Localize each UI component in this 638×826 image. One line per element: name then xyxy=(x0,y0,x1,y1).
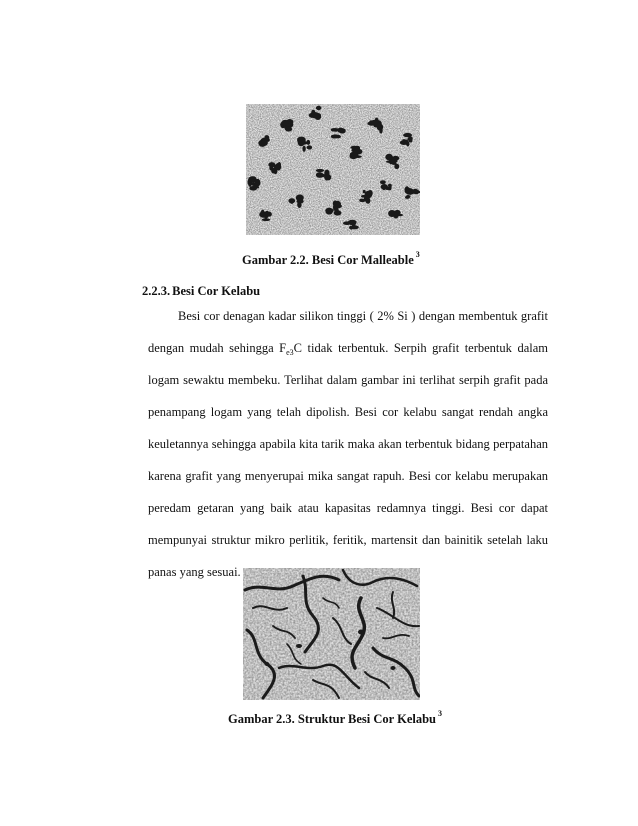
graphite-nodule xyxy=(335,206,339,212)
paragraph-line-3: logam sewaktu membeku. Terlihat dalam gambar ini terlihat serpih grafit pada xyxy=(148,373,548,387)
graphite-nodule xyxy=(366,198,371,204)
graphite-nodule xyxy=(368,190,373,196)
section-title: Besi Cor Kelabu xyxy=(172,284,261,298)
graphite-nodule xyxy=(285,127,292,132)
graphite-nodule xyxy=(337,128,344,133)
graphite-nodule xyxy=(268,162,275,167)
graphite-nodule xyxy=(248,182,251,187)
graphite-nodule xyxy=(379,128,382,134)
paragraph-line-2-start: dengan mudah sehingga F xyxy=(148,341,287,355)
graphite-nodule xyxy=(251,182,260,186)
graphite-nodule xyxy=(266,212,272,217)
graphite-nodule xyxy=(325,208,333,215)
graphite-nodule xyxy=(402,139,405,141)
graphite-nodule xyxy=(306,140,310,145)
paragraph-line-8: mempunyai struktur mikro perlitik, feritik, martensit dan bainitik setelah laku xyxy=(148,533,548,547)
formula-subscript: e3 xyxy=(286,348,294,357)
graphite-nodule xyxy=(360,199,366,202)
graphite-nodule xyxy=(343,221,351,225)
graphite-nodule xyxy=(248,176,257,182)
section-heading xyxy=(142,284,260,299)
graphite-nodule xyxy=(316,106,322,110)
graphite-nodule xyxy=(324,174,331,180)
graphite-nodule xyxy=(405,186,410,193)
graphite-nodule xyxy=(352,153,359,158)
malleable-iron-micrograph xyxy=(246,104,420,235)
paragraph-line-6: karena grafit yang menyerupai mika sangat rapuh. Besi cor kelabu merupakan xyxy=(148,469,548,483)
graphite-nodule xyxy=(261,144,264,147)
graphite-nodule xyxy=(390,160,395,163)
graphite-nodule xyxy=(302,146,305,152)
figure-2-3-caption xyxy=(228,711,442,727)
paragraph-line-5: keuletannya sehingga apabila kita tarik maka akan terbentuk bidang perpatahan xyxy=(148,437,548,451)
graphite-nodule xyxy=(394,213,399,219)
graphite-nodule xyxy=(264,135,269,140)
paragraph-line-2-end: C tidak terbentuk. Serpih grafit terbentuk dalam xyxy=(293,341,548,355)
graphite-nodule xyxy=(307,145,313,149)
graphite-nodule xyxy=(413,189,418,193)
paragraph-line-1: Besi cor denagan kadar silikon tinggi ( 2% Si ) dengan membentuk grafit xyxy=(178,309,548,323)
paragraph-line-7: peredam getaran yang baik atau kapasitas redamnya tinggi. Besi cor dapat xyxy=(148,501,548,515)
graphite-nodule xyxy=(298,139,305,146)
graphite-nodule xyxy=(336,135,341,139)
graphite-nodule xyxy=(406,195,411,198)
graphite-nodule xyxy=(311,110,315,116)
paragraph-line-2 xyxy=(148,341,548,356)
graphite-nodule xyxy=(394,164,399,169)
graphite-nodule xyxy=(371,120,378,126)
figure-2-2-caption xyxy=(242,252,420,268)
graphite-nodule xyxy=(282,120,289,126)
graphite-nodule xyxy=(261,210,265,217)
graphite-nodule xyxy=(290,199,295,202)
graphite-nodule xyxy=(297,201,301,208)
paragraph-line-9: panas yang sesuai. xyxy=(148,565,241,579)
gray-iron-micrograph-image xyxy=(243,568,420,700)
figure-2-3-caption-text: Gambar 2.3. Struktur Besi Cor Kelabu xyxy=(228,712,437,727)
figure-2-2-caption-text: Gambar 2.2. Besi Cor Malleable xyxy=(242,253,414,268)
figure-2-2-reference: 3 xyxy=(415,250,420,259)
graphite-nodule xyxy=(363,190,366,193)
gray-iron-micrograph xyxy=(243,568,420,700)
graphite-nodule xyxy=(382,185,387,190)
paragraph-line-4: penampang logam yang telah dipolish. Besi cor kelabu sangat rendah angka xyxy=(148,405,548,419)
graphite-nodule xyxy=(409,140,413,143)
graphite-nodule xyxy=(392,156,399,161)
graphite-nodule xyxy=(380,180,386,184)
graphite-nodule xyxy=(387,155,392,159)
graphite-nodule xyxy=(275,163,281,170)
graphite-nodule xyxy=(403,133,412,137)
graphite-nodule xyxy=(388,184,392,188)
graphite-nodule xyxy=(349,226,353,230)
graphite-nodule xyxy=(316,169,324,172)
malleable-iron-micrograph-image xyxy=(246,104,420,235)
figure-2-3-reference: 3 xyxy=(438,709,443,718)
section-number: 2.2.3. xyxy=(142,284,171,298)
graphite-nodule xyxy=(262,218,271,221)
